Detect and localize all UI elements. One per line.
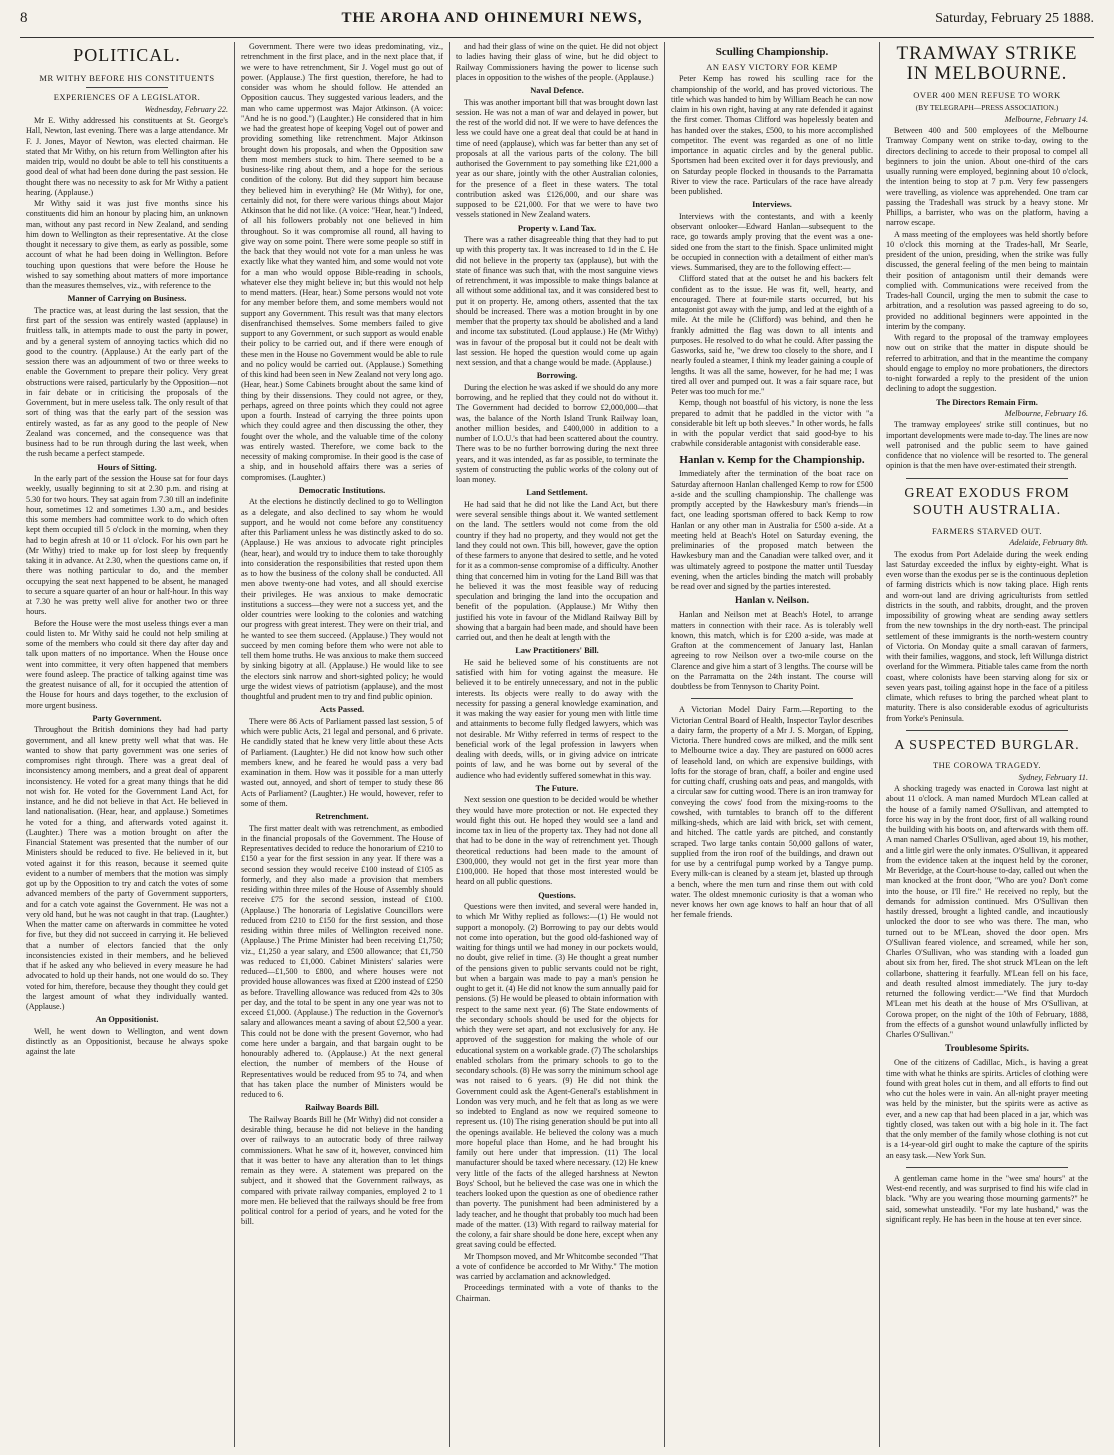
columns: [20, 42, 1094, 1447]
paragraph: Clifford stated that at the outset he and his backers felt confident as to the issue. He was fit, well, hearty, and encouraged. There at four-mile starts occurred, but his antagonist got away with the jump, and led at the eighth of a mile. At the mile he (Clifford) was behind, and then he frankly admitted the flag was down to all intents and purposes. He resolved to do what he could. After passing the Gasworks, said he, "we drew too closely to the shore, and I nearly fouled a steamer, I think my leader gaining a couple of lengths. It was all the same, however, for he had me; I was tired all over and pumped out. It was a fair square race, but Peter was too much for me.": [671, 274, 873, 397]
paragraph: With regard to the proposal of the tramway employees now out on strike that the matter in dispute should be referred to arbitration, and that in the meantime the company should engage to employ no more probationers, the directors to-night forwarded a reply to the president of the union declining to adopt the suggestion.: [886, 333, 1088, 394]
section-heading-tramway-strike: TRAMWAY STRIKE IN MELBOURNE.: [896, 43, 1078, 84]
article-heading: Hanlan v. Kemp for the Championship.: [679, 453, 865, 466]
article-subheading: MR WITHY BEFORE HIS CONSTITUENTS: [39, 72, 215, 83]
paragraph: Throughout the British dominions they had had party government, and all knew pretty well what that was. He wanted to show that party government was one series of compromises right through. There was a great deal of inconsistency among members, and a great deal of apparent inconsistency. He voted for a great many things that he did not wish for. He voted for the Government Land Act, for instance, and he did not believe in that Act. He believed in land nationalisation. (Hear, hear, and applause.) Sometimes he voted for a thing, and afterwards voted against it. (Laughter.) There was a motion brought on after the Financial Statement was presented that the number of our Ministers should be reduced to five. He believed in it, but voted against it for this reason, because it seemed quite evident to a number of members that the motion was simply got up by the Opposition to try and catch the votes of some advanced members of the party of Government supporters, and for a catch vote against the Government. He was not a very old hand, but he was not caught in that trap. (Laughter.) When the matter came on afterwards in committee he voted for five, but they did not succeed in carrying it. He believed that a number of electors fancied that the only inconsistencies existed in their members, and he believed that if he asked any who believed in every measure he had advocated to hold up their hands, not one would do so. They voted for him, therefore, because they thought they could get the largest amount of what they individually wanted. (Applause.): [26, 725, 228, 1011]
article-subheading: THE COROWA TRAGEDY.: [932, 760, 1042, 771]
paragraph: He had said that he did not like the Land Act, but there were several sensible things about it. We wanted settlement on the land. The settlers would not come from the old country if they had no property, and they would not get the land they could not own. This bill, however, gave the option of these farmers to anyone that desired to settle, and he voted for it as a common-sense compromise of a difficulty. Another thing that concerned him in voting for the Land Bill was that he believed it was the most feasible way of reducing speculation and bringing the land into the occupation and benefit of the population. (Applause.) Mr Withy then justified his vote in favour of the Midland Railway Bill by showing that a bargain had been made, and should have been carried out, and then he dealt at length with the: [456, 499, 658, 642]
paragraph: Government. There were two ideas predominating, viz., retrenchment in the first place, and in the next place that, if we were to have retrenchment, Sir J. Vogel must go out of power. (Applause.) The first question, therefore, he had to consider was whom he should follow. He attended an Opposition caucus. They suggested various leaders, and the man who came uppermost was Major Atkinson. (A voice: "And he is no good.") (Laughter.) He considered that in him we had the greatest hope of keeping Vogel out of power and providing something like retrenchment. Major Atkinson brought down his proposals, and when the Opposition saw them most members stuck to him. There seemed to be a business-like ring about them, and a hope for the serious condition of the colony. But did they support him because they believed him in everything? He (Mr Withy), for one, certainly did not, for there were various things about Major Atkinson that he did not like. (A voice: "Hear, hear.") Indeed, of all his followers probably not one believed in him throughout. So it was compromise all round, all having to give way on some point. There were some people so stiff in the back that they would not vote for a man unless he was exactly like what they wanted him, and some would not vote for a man who would oppose Bible-reading in schools, whatever else they might believe in; but this would not help to mend matters. (Hear, hear.) Some persons would not vote for any member before them, and some members would not support any Government. This result was that many electors disenfranchised themselves. Some members failed to give support to any Government, or such support as would enable their policy to be carried out, and if there were enough of these men in the House no Government would be able to rule and no policy would be carried out. (Applause.) Something of this kind had been seen in New Zealand not very long ago. (Hear, hear.) Some Cabinets brought about the same kind of thing by their dissensions. They could not agree, or they, perhaps, agreed on three points which they could not agree upon a fourth. Instead of carrying the three points upon which they could agree and then discussing the other, they fought over the whole, and the valuable time of the colony was entirely wasted. Therefore, we come back to the necessity of making compromise. In their good is the case of a ship, and in household affairs there was a series of compromises. (Laughter.): [241, 42, 443, 482]
dateline: Adelaide, February 8th.: [1009, 538, 1088, 548]
section-heading-burglar: A SUSPECTED BURGLAR.: [894, 737, 1080, 753]
subsection-heading: The Future.: [535, 783, 579, 793]
subsection-heading: Manner of Carrying on Business.: [67, 294, 187, 304]
dateline: Melbourne, February 14.: [1004, 114, 1088, 124]
article-subheading: OVER 400 MEN REFUSE TO WORK: [913, 89, 1061, 100]
page-number: 8: [20, 10, 28, 26]
article-subheading: AN EASY VICTORY FOR KEMP: [706, 61, 838, 72]
subsection-heading: Property v. Land Tax.: [517, 223, 597, 233]
section-heading-exodus: GREAT EXODUS FROM SOUTH AUSTRALIA.: [904, 485, 1070, 519]
subsection-heading: Democratic Institutions.: [298, 485, 386, 495]
newspaper-title: THE AROHA AND OHINEMURI NEWS,: [341, 10, 643, 26]
article-heading: Troublesome Spirits.: [944, 1044, 1030, 1055]
paragraph: There were 86 Acts of Parliament passed last session, 5 of which were public Acts, 21 legal and personal, and 6 private. He candidly stated that he knew very little about these Acts of Parliament. (Laughter.) He did not know how such other members knew, and he feared he would pass a very bad examination in them. How was it possible for a man utterly wasted out, annoyed, and short of temper to study these 86 Acts of Parliament? (Laughter.) He would, however, refer to some of them.: [241, 716, 443, 808]
divider: [906, 1167, 1068, 1168]
paragraph: Well, he went down to Wellington, and went down distinctly as an Oppositionist, because he always spoke against the late: [26, 1026, 228, 1057]
subsection-heading: Railway Boards Bill.: [305, 1103, 379, 1113]
divider: [906, 478, 1068, 479]
paragraph: One of the citizens of Cadillac, Mich., is having a great time with what he thinks are spirits. Articles of clothing were found with great holes cut in them, and all efforts to find out who cut the holes were in vain. An all-night prayer meeting was held by the minister, but the spirits were as active as ever, and a new cap that had been placed in a jar, which was tightly closed, was taken out with a big hole in it. The fact that the only member of the family whose clothing is not cut is a 14-year-old girl ought to make the capture of the spirits an easy task.—New York Sun.: [886, 1058, 1088, 1160]
paragraph: Next session one question to be decided would be whether they would have more protection or not. He expected they would fight this out. He hoped they would see a land and income tax in lieu of the property tax. They had not done all that had to be done in the way of retrenchment yet. Though theoretical reductions had been made to the amount of £300,000, they would not get in the first year more than £100,000. He hoped that those most interested would be heard on all public questions.: [456, 795, 658, 887]
dateline: Sydney, February 11.: [1018, 772, 1088, 782]
wire-credit: (BY TELEGRAPH—PRESS ASSOCIATION.): [915, 102, 1059, 112]
article-heading: Hanlan v. Neilson.: [735, 596, 809, 607]
paragraph: The tramway employees' strike still continues, but no important developments were made to-day. The lines are now well patronised and the public seem to have gained confidence that no violence will be resorted to. The general opinion is that the men have over-estimated their strength.: [886, 420, 1088, 471]
subsection-heading: The Directors Remain Firm.: [936, 397, 1038, 407]
paragraph: Hanlan and Neilson met at Beach's Hotel, to arrange matters in connection with their race. As is tolerably well known, this match, which is for £200 a-side, was made at Grafton at the commencement of January last, Hanlan agreeing to row Neilson over a two-mile course on the Clarence and give him a start of 3 lengths. The course will be on the Parramatta on the 24th instant. The course will doubtless be from Tennyson to Charity Point.: [671, 610, 873, 691]
divider: [86, 87, 168, 88]
paragraph: Proceedings terminated with a vote of thanks to the Chairman.: [456, 1283, 658, 1303]
paragraph: He said he believed some of his constituents are not satisfied with him for voting against the measure. He believed it to be entirely unnecessary, and not in the public interests. Its objects were really to do away with the necessity for passing a general knowledge examination, and it was making the way easier for young men with little time and attainments to become fully fledged lawyers, which was not desirable. Mr Withy referred in terms of respect to the beneficial work of the legal profession in lawyers when dealing with deeds, wills, or in giving advice on intricate points of law, and he was borne out by several of the audience who had evidently suffered somewhat in this way.: [456, 657, 658, 780]
subsection-heading: Interviews.: [752, 200, 792, 210]
dateline: Melbourne, February 16.: [1004, 409, 1088, 419]
issue-date: Saturday, February 25 1888.: [935, 11, 1094, 26]
paragraph: Peter Kemp has rowed his sculling race for the championship of the world, and has proved victorious. The title which was handed to him by William Beach he can now claim in his own right, having at any rate defended it against the first comer. Thomas Clifford was hopelessly beaten and has handed over the stakes, £500, to his more accomplished competitor. The event was regarded as one of no little importance in aquatic circles and by the general public. Sportsmen had been excited over it for days previously, and on Saturday people flocked in thousands to the Parramatta River to view the race. Particulars of the race have already been published.: [671, 74, 873, 197]
subsection-heading: Law Practitioners' Bill.: [515, 646, 599, 656]
paragraph: During the election he was asked if we should do any more borrowing, and he replied that they could not do without it. The Government had decided to borrow £2,000,000—that was, the balance of the North Island Trunk Railway loan, another million besides, and £400,000 in addition to a number of I.O.U.'s that had been scattered about the country. There was to be no further borrowing during the next three years, and it was intended, as far as possible, to terminate the system of constructing the public works of the colony out of loan money.: [456, 382, 658, 484]
subsection-heading: Land Settlement.: [526, 488, 588, 498]
subsection-heading: Retrenchment.: [315, 812, 369, 821]
article-subheading: FARMERS STARVED OUT.: [931, 525, 1043, 536]
paragraph: Mr Thompson moved, and Mr Whitcombe seconded "That a vote of confidence be accorded to Mr Withy." The motion was carried by acclamation and acknowledged.: [456, 1251, 658, 1281]
paragraph: A gentleman came home in the "wee sma' hours" at the West-end recently, and was surprised to find his wife clad in black. "Why are you wearing those mourning garments?" he said, somewhat unsteadily. "For my late husband," was the significant reply. He has been in the house at ten ever since.: [886, 1173, 1088, 1224]
dateline: Wednesday, February 22.: [144, 104, 228, 114]
subsection-heading: Hours of Sitting.: [97, 462, 157, 472]
paragraph: Questions were then invited, and several were handed in, to which Mr Withy replied as follows:—(1) He would not support a monopoly. (2) Borrowing to pay our debts would not come into operation, but the good old-fashioned way of waiting for things until we had money in our pockets would, no doubt, give relief in time. (3) He thought a great number of the pensions given to public servants could not be right, but when a bargain was made to pay a man's pension he ought to get it. (4) He did not know the sum annually paid for pensions. (5) He would be pleased to obtain information with respect to the same next year. (6) The State endowments of the secondary schools should be used for the objects for which they were set apart, and not exclusively for any. He approved of the suggestion for making the whole of our educational system on a workable grade. (7) The scholarships enabled scholars from the primary schools to go to the secondary schools. (8) He was sorry the minimum school age was not raised to 6 years. (9) He did not think the Government could ask the Agent-General's establishment in London was very much, and he felt that as long as we were so indebted to England as now we required someone to represent us. (10) The rising generation should be put into all the openings available. He believed the colony was a much more hopeful place than Home, and he had brought his family out here under that impression. (11) The local manufacturer should be taxed where necessary. (12) He knew very little of the facts of the alleged harshness at Newton Boys' School, but he believed the case was one in which the teachers looked upon the question as one of obedience rather than poverty. The punishment had been administered by a lady teacher, and he thought that probably too much had been made of the matter. (13) With regard to railway material for the colony, a fair share should be done here, except when any great saving could be effected.: [456, 902, 658, 1250]
paragraph: A Victorian Model Dairy Farm.—Reporting to the Victorian Central Board of Health, Inspector Taylor describes a dairy farm, the property of a Mr J. S. Morgan, of Epping, Victoria. There hundred cows are milked, and the milk sent to Melbourne twice a day. They are pastured on 6000 acres of leasehold land, on which are expensive buildings, with lofts for the storage of bran, chaff, a boiler and engine used for cutting chaff, crushing oats and peas, and mangolds, with a circular saw for cutting wood. There is an iron tramway for conveying the cows' food from the mixing-rooms to the cowshed, with turntables to branch off to the different milking-sheds, which are laid with brick, set with cement, and hitched. The cattle yards are pitched, and constantly scraped. Two large tanks contain 50,000 gallons of water, supplied from the iron roof of the buildings, and drawn out for use by a centrifugal pump worked by a Tangye pump. Every milk-can is cleaned by a steam jet, blasted up through a bench, where the men turn and rinse them out with cold water. The oldest mnemonic curiosity is that a woman who never knows her own age knows to half an hour that of all her female friends.: [671, 705, 873, 920]
subsection-heading: Acts Passed.: [319, 705, 365, 715]
article-heading: Sculling Championship.: [715, 46, 829, 58]
paragraph: A shocking tragedy was enacted in Corowa last night at about 11 o'clock. A man named Murdoch M'Lean called at the house of a family named O'Sullivan, and attempted to force his way in by the front door, first of all walking round the building with his boots on, and afterwards with them off. A man named Charles O'Sullivan, aged about 19, his mother, and a little girl were the only inmates. O'Sullivan, it appeared from the evidence taken at the inquest held by the coroner, Mr Beveridge, at the Court-house to-day, called out when the man knocked at the front door, "Who are you? Don't come into the house, or I'll fire." He received no reply, but the demands for admission continued. Mrs O'Sullivan then hastily dressed, brought a lighted candle, and incautiously unlocked the door to see who was there. The man, who turned out to be M'Lean, shoved the door open. Mrs O'Sullivan feared violence, and screamed, while her son, Charles O'Sullivan, who was standing with a loaded gun about six from her, fired. The shot struck M'Lean on the left collarbone, shattering it fearfully. M'Lean fell on his face, and death resulted almost immediately. The jury to-day returned the following verdict:—"We find that Murdoch M'Lean met his death at the house of Mrs O'Sullivan, at Corowa proper, on the night of the 10th of February, 1888, from the effects of a gunshot wound unlawfully inflicted by Charles O'Sullivan.": [886, 784, 1088, 1040]
subsection-heading: Party Government.: [92, 713, 162, 723]
section-heading-political: POLITICAL.: [73, 45, 181, 65]
column-2: [235, 42, 450, 1447]
column-5: [880, 42, 1094, 1447]
paragraph: The practice was, at least during the last session, that the first part of the session was entirely wasted (applause) in fruitless talk, in attempts made to oust the party in power, and by a general system of annoying tactics which did no good to the country. (Applause.) At the early part of the session there was an adjournment of two or three weeks to enable the Government to prepare their policy. Very great obstructions were raised, particularly by the Opposition—not in fair debate or in criticising the proposals of the Government, but in mere useless talk. The only result of that sort of thing was that the early part of the session was entirely wasted, as far as any good to the people of New Zealand was concerned, and the consequence was that business had to be run through during the last week, when the rush became a perfect stampede.: [26, 305, 228, 459]
paragraph: In the early part of the session the House sat for four days weekly, usually beginning to sit at 2.30 p.m. and rising at 5.30 for two hours. They sat again from 7.30 till an indefinite hour, sometimes 12 and sometimes 1.30 a.m., and besides this some members had committee work to do which often kept them occupied till 5 o'clock in the morning, when they had to begin afresh at 10 or 11 o'clock. For his own part he (Mr Withy) tried to make up for lost sleep by frequently taking it in advance. At 2.30, when the questions came on, if there was nothing particular to do, and the member occupying the seat next happened to be absent, he managed to secure a square quarter of an hour or half-hour. In this way at 7.30 he was pretty well alive for another two or three hours.: [26, 474, 228, 617]
column-3: [450, 42, 665, 1447]
divider: [691, 698, 853, 699]
paragraph: The first matter dealt with was retrenchment, as embodied in the financial proposals of the Government. The House of Representatives decided to reduce the honorarium of £210 to £150 a year for the first session in any year. If there was a second session they would receive £100 instead of £105 as formerly, and they also made a provision that members residing within three miles of the House of Assembly should receive £75 for the second session, instead of £100. (Applause.) The honoraria of Legislative Councillors were reduced from £210 to £150 for the first session, and those residing within three miles of Wellington received none. (Applause.) The Prime Minister had been receiving £1,750; viz., £1,250 a year salary, and £500 allowance; that £1,750 was reduced to £1,000. Cabinet Ministers' salaries were reduced—£1,500 to £800, and where houses were not provided house allowances was fixed at £200 instead of £250 as before. Travelling allowance was reduced from 42s to 30s per day, and the total to be spent in any one year was not to exceed £1,000. (Applause.) The reduction in the Governor's salary and allowances meant a saving of about £2,500 a year. This could not be done with the present Governor, who had come here under a bargain, and that bargain ought to be honourably adhered to. (Applause.) At the next general election, the number of members of the House of Representatives would be reduced from 95 to 74, and when that has taken place the number of Ministers would be reduced to 6.: [241, 823, 443, 1099]
masthead: [20, 10, 1094, 38]
paragraph: and had their glass of wine on the quiet. He did not object to ladies having their glass of wine, but he did object to Railway Commissioners having the power to license such places in opposition to the wishes of the people. (Applause.): [456, 42, 658, 82]
article-subheading: EXPERIENCES OF A LEGISLATOR.: [53, 92, 201, 103]
paragraph: At the elections he distinctly declined to go to Wellington as a delegate, and also declined to say whom he would support, and he would not come before any constituency after this Parliament unless he was distinctly asked to do so. (Applause.) He was anxious to advocate right principles (hear, hear), and would try to induce them to take thoroughly into consideration the responsibilities that rested upon them as to how the business of the colony shall be conducted. All men above twenty-one had votes, and all should exercise their privileges. He was anxious to make democratic institutions a success—they were not a success yet, and the older countries were looking to the colonies and watching our progress with great interest. They were on their trial, and he wanted to see them succeed. (Applause.) They would not succeed by men coming before them who were not able to tell them home truths. He was anxious to make them succeed by sinking bigotry at all. (Applause.) He would like to see the electors sink narrow and short-sighted policy; he would urge the widest views of patriotism (applause), and the most thoughtful and prudent men to try and find public opinion.: [241, 497, 443, 701]
paragraph: Kemp, though not boastful of his victory, is none the less prepared to admit that he paddled in the victor with "a considerable bit left up both sleeves." In other words, he falls in with the popular verdict that said good-bye to his crabwhile considerable antagonist with considerable ease.: [671, 398, 873, 449]
divider: [906, 730, 1068, 731]
paragraph: A mass meeting of the employees was held shortly before 10 o'clock this morning at the Trades-hall, Mr Searle, president of the union, presiding, when the strike was fully discussed, the general feeling of the men being to maintain their position of antagonism until their demands were complied with. Communications were received from the Trades-hall Council, urging the men to submit the case to arbitration, and a resolution was passed agreeing to do so, provided no additional beginners were appointed in the interim by the company.: [886, 229, 1088, 331]
paragraph: There was a rather disagreeable thing that they had to put up with this property tax. It was increased to 1d in the £. He did not believe in the property tax (applause), but with the state of finance was such that, with the most sanguine views of retrenchment, it was impossible to make things balance at all without some additional tax, and it was considered best to put it on property. He, among others, assented that the tax should be increased. There was a motion brought in by one member that the property tax should be abolished and a land and income tax substituted. (Loud applause.) He (Mr Withy) was in favour of the proposal but it could not be dealt with last session. He hoped the question would come up again next session, and that a change would be made. (Applause.): [456, 235, 658, 367]
column-1: [20, 42, 235, 1447]
paragraph: Immediately after the termination of the boat race on Saturday afternoon Hanlan challenged Kemp to row for £500 a-side and the sculling championship. The challenge was promptly accepted by the Hawkesbury man's friends—in fact, one leading sportsman offered to back Kemp to row Hanlan or any other man in Australia for £500 a-side. At a meeting held at Beach's Hotel on Saturday evening, the preliminaries of the proposed match between the Hawkesbury man and the Canadian were talked over, and it was ultimately agreed to postpone the matter until Tuesday evening, when the articles binding the match will probably be read over and signed by the parties interested.: [671, 469, 873, 592]
paragraph: Before the House were the most useless things ever a man could listen to. Mr Withy said he could not help smiling at some of the members who could sit there day after day and talk upon matters of no importance. When the House once went into committee, it very often happened that members were found asleep. The practice of talking against time was the greatest nuisance of all, for it occupied the attention of the House for hours and days together, to the exclusion of more urgent business.: [26, 618, 228, 710]
subsection-heading: Questions.: [538, 890, 576, 900]
subsection-heading: Naval Defence.: [530, 86, 584, 95]
column-4: [665, 42, 880, 1447]
paragraph: The Railway Boards Bill he (Mr Withy) did not consider a desirable thing, because he did not believe in the handing over of railways to an autocratic body of three railway commissioners. What he saw of it, however, convinced him that it was better to have any alteration than to let things remain as they were. A statement was prepared on the subject, and it showed that the Government railways, as compared with private railway companies, employed 2 to 1 more men. He believed that the railways should be free from political control for a period of years, and he voted for the bill.: [241, 1114, 443, 1227]
paragraph: Mr Withy said it was just five months since his constituents did him an honour by placing him, an unknown man, without any past record in New Zealand, and sending him down to Wellington as their representative. At the close thought it necessary to give them, as early as possible, some account of what he had been doing in Wellington. Before touching upon questions that were before the House he wished to say something about matters of more importance than the measures themselves, viz., with reference to the: [26, 199, 228, 290]
paragraph: Between 400 and 500 employees of the Melbourne Tramway Company went on strike to-day, owing to the directors declining to accede to their proposal to compel all beginners to join the union. About one-third of the cars usually running were employed, beginning about 10 o'clock, the intention being to stop at 7 p.m. Very few passengers were travelling, as violence was apprehended. One tram car passing the Tradeshall was struck by a heavy stone. Mr Phillips, a barrister, who was on the platform, having a narrow escape.: [886, 126, 1088, 228]
paragraph: This was another important bill that was brought down last session. He was not a man of war and delayed in power, but the rest of the world did not. If we were to have defences the less we could have one a great deal that could be at hand in time of need (applause), which was far better than any set of proposals at all the various parts of the colony. The bill authorised the Government to pay something like £21,000 a year as our share, jointly with the other Australian colonies, for the presence of a fleet in these waters. The total contribution asked was £126,000, and our share was supposed to be £21,000. For that we were to have two vessels stationed in New Zealand waters.: [456, 97, 658, 220]
subsection-heading: An Oppositionist.: [95, 1015, 159, 1025]
paragraph: Interviews with the contestants, and with a keenly observant onlooker—Edward Hanlan—subsequent to the race, go towards amply proving that the event was a one-sided one from the start to the finish. Space unlimited might be occupied in connection with a detailment of either man's views. Summarised, they are to the following effect:—: [671, 211, 873, 273]
subsection-heading: Borrowing.: [536, 371, 578, 381]
paragraph: Mr E. Withy addressed his constituents at St. George's Hall, Newton, last evening. There was a large attendance. Mr F. J. Jones, Mayor of Newton, was elected chairman. He stated that Mr Withy, on his return from Wellington after his maiden trip, would no doubt be able to tell his constituents a good deal of what had been done during the past session. He thought there was no necessity to ask for Mr Withy a patient hearing. (Applause.): [26, 116, 228, 197]
paragraph: The exodus from Port Adelaide during the week ending last Saturday exceeded the influx by eighty-eight. What is even worse than the exodus per se is the continuous depletion of farming districts which is now taking place. High rents and worn-out land are driving agriculturists from settled districts in the south, and rabbits, drought, and the proven impossibility of growing wheat are sending away settlers from the new townships in the dry north-east. The principal settlement of these immigrants is the north-western country of Victoria. On Monday quite a small caravan of farmers, with their families, waggons, and stock, left Willunga district overland for the Wimmera. Pitiable tales came from the north coast, where colonists have been starving along for six or seven years past, toiling against hope in the face of a pitiless climate, which refuses to bring the parched wheat plant to maturity. There is also considerable exodus of agriculturists from Yorke's Peninsula.: [886, 549, 1088, 723]
